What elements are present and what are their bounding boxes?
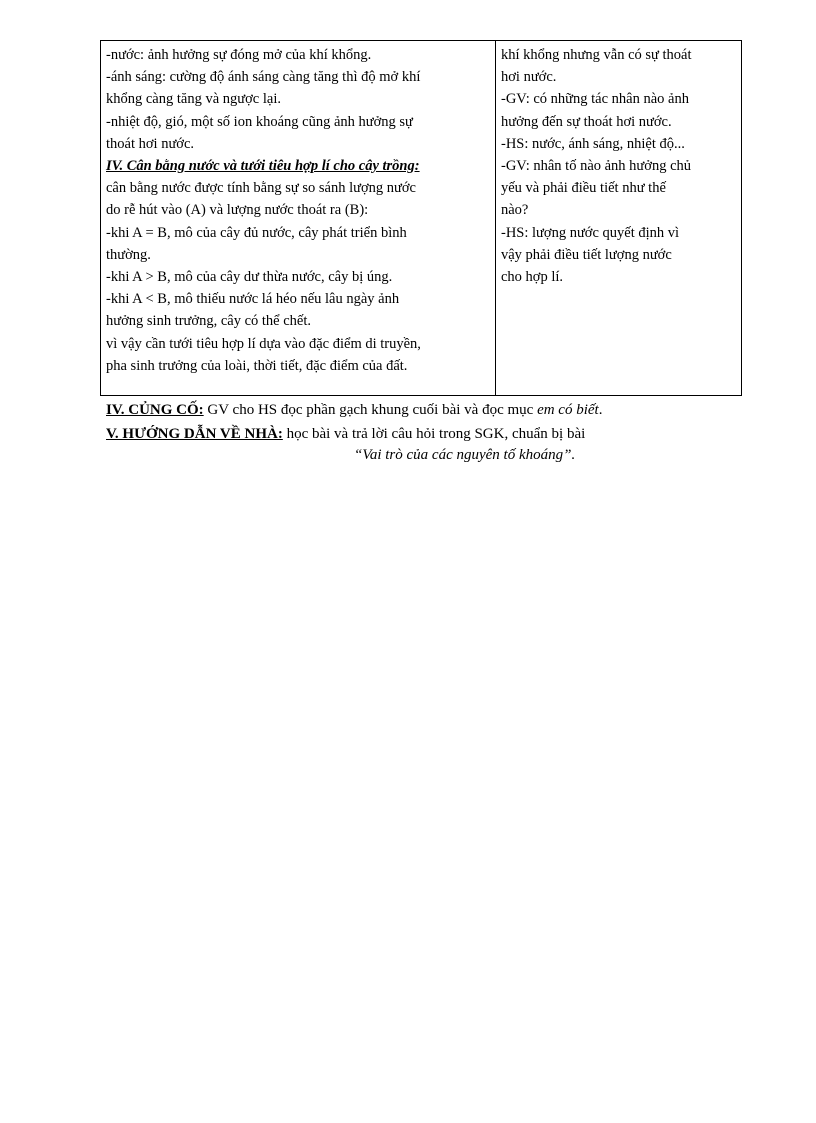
text-line: do rễ hút vào (A) và lượng nước thoát ra (B): xyxy=(106,202,369,219)
text-line: yếu và phải điều tiết như thế xyxy=(501,180,666,197)
consolidate-text: GV cho HS đọc phần gạch khung cuối bài và đọc mục xyxy=(203,402,538,418)
text-line: thường. xyxy=(106,246,151,263)
lesson-table xyxy=(100,40,742,396)
text-line: -nước: ảnh hưởng sự đóng mở của khí khổng. xyxy=(106,47,372,63)
text-line: -GV: có những tác nhân nào ảnh xyxy=(501,91,689,108)
text-line: -nhiệt độ, gió, một số ion khoáng cũng ảnh hưởng sự xyxy=(106,113,413,130)
text-line: khổng càng tăng và ngược lại. xyxy=(106,91,281,108)
text-line: vậy phải điều tiết lượng nước xyxy=(501,246,672,263)
text-line: pha sinh trưởng của loài, thời tiết, đặc điểm của đất. xyxy=(106,357,408,374)
text-line: cân bằng nước được tính bằng sự so sánh lượng nước xyxy=(106,180,416,197)
text-line: -khi A > B, mô của cây dư thừa nước, cây bị úng. xyxy=(106,269,393,286)
homework-text: học bài và trả lời câu hỏi trong SGK, chuẩn bị bài xyxy=(282,426,586,442)
text-line: vì vậy cần tưới tiêu hợp lí dựa vào đặc điểm di truyền, xyxy=(106,335,421,352)
text-line: hưởng đến sự thoát hơi nước. xyxy=(501,113,672,130)
text-line: -ánh sáng: cường độ ánh sáng càng tăng thì độ mở khí xyxy=(106,69,421,86)
table-row xyxy=(101,41,742,396)
consolidate-end: . xyxy=(598,402,603,418)
right-column-cell xyxy=(496,41,742,396)
homework-label: V. HƯỚNG DẪN VỀ NHÀ: xyxy=(106,426,283,442)
text-line: -HS: lượng nước quyết định vì xyxy=(501,224,680,241)
text-line: khí khổng nhưng vẫn có sự thoát xyxy=(501,47,692,63)
next-lesson-title: “Vai trò của các nguyên tố khoáng”. xyxy=(354,447,576,463)
consolidate-section xyxy=(106,400,746,421)
text-line: hơi nước. xyxy=(501,69,557,86)
section-heading: IV. Cân bằng nước và tưới tiêu hợp lí cho cây trồng: xyxy=(106,158,420,175)
text-line: -khi A < B, mô thiếu nước lá héo nếu lâu ngày ảnh xyxy=(106,291,400,308)
left-column-cell xyxy=(101,41,496,396)
homework-section xyxy=(106,424,746,445)
text-line: cho hợp lí. xyxy=(501,269,564,286)
consolidate-label: IV. CỦNG CỐ: xyxy=(106,402,204,418)
text-line: -khi A = B, mô của cây đủ nước, cây phát triển bình xyxy=(106,224,407,241)
text-line: thoát hơi nước. xyxy=(106,135,195,152)
text-line: -GV: nhân tố nào ảnh hưởng chủ xyxy=(501,158,692,175)
text-line: hưởng sinh trưởng, cây có thể chết. xyxy=(106,313,312,330)
text-line: nào? xyxy=(501,202,529,219)
text-line: -HS: nước, ánh sáng, nhiệt độ... xyxy=(501,135,685,152)
consolidate-emphasis: em có biết xyxy=(537,402,599,418)
